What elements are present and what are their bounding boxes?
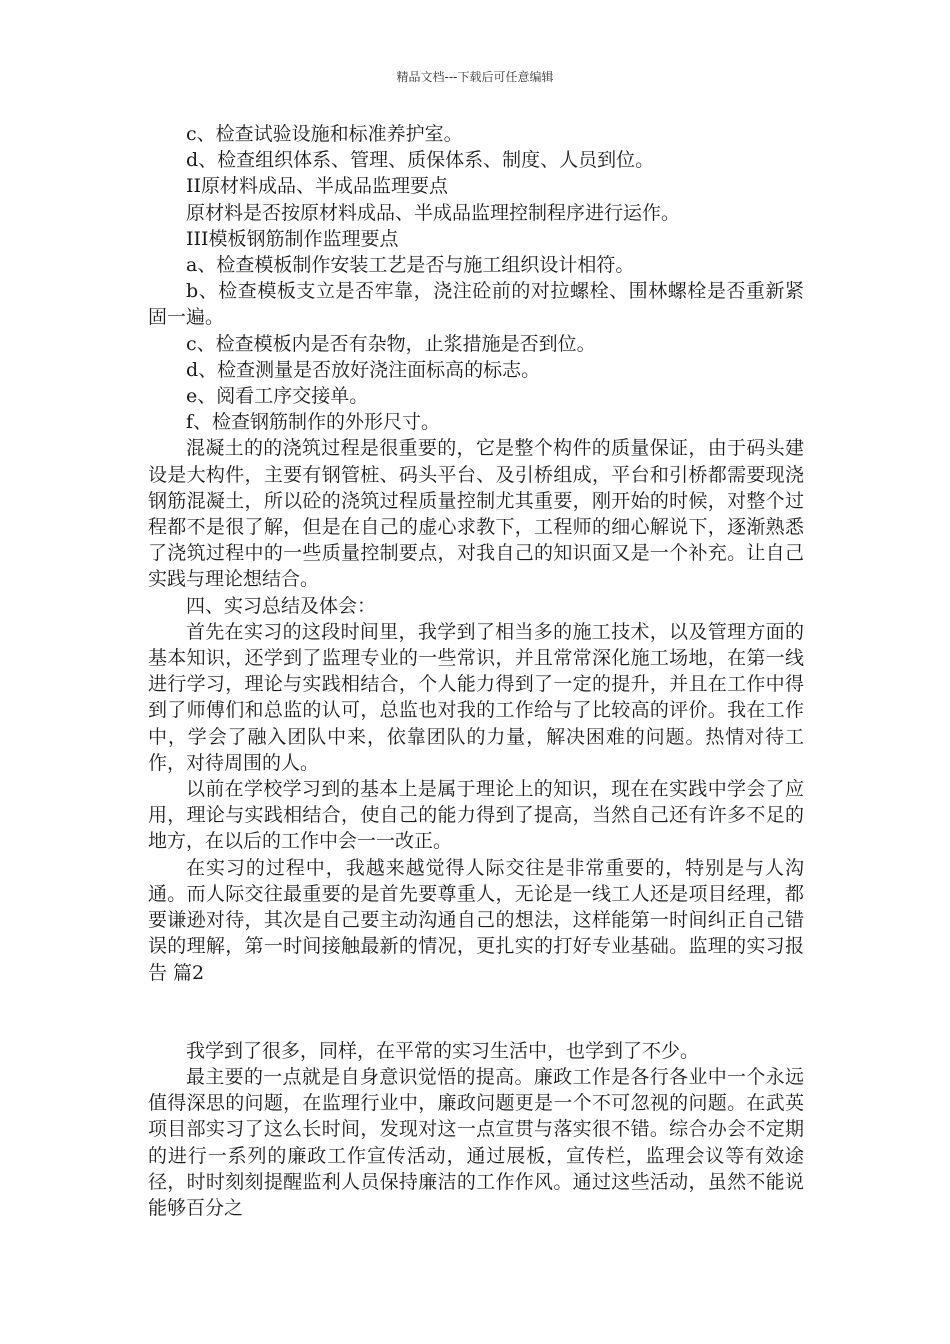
paragraph: 最主要的一点就是自身意识觉悟的提高。廉政工作是各行各业中一个永远值得深思的问题，在监理行业中，廉政问题更是一个不可忽视的问题。在武英项目部实习了这么长时间，发现对这一点宣贯与落实很不错。综合办会不定期的进行一系列的廉政工作宣传活动，通过展板，宣传栏，监理会议等有效途径，时时刻刻提醒监利人员保持廉洁的工作作风。通过这些活动，虽然不能说能够百分之 — [148, 1065, 804, 1219]
paragraph: c、检查试验设施和标准养护室。 — [186, 123, 463, 145]
section-heading: 四、实习总结及体会： — [186, 594, 377, 617]
paragraph: c、检查模板内是否有杂物，止浆措施是否到位。 — [186, 332, 596, 355]
paragraph: f、检查钢筋制作的外形尺寸。 — [186, 411, 441, 434]
paragraph: II原材料成品、半成品监理要点 — [186, 175, 449, 198]
section-gap — [148, 986, 804, 1038]
paragraph: 我学到了很多，同样，在平常的实习生活中，也学到了不少。 — [186, 1039, 700, 1062]
document-body — [148, 121, 804, 1221]
paragraph: 混凝土的的浇筑过程是很重要的，它是整个构件的质量保证，由于码头建设是大构件，主要有钢管桩、码头平台、及引桥组成，平台和引桥都需要现浇钢筋混凝土，所以砼的浇筑过程质量控制尤其重要，刚开始的时候，对整个过程都不是很了解，但是在自己的虚心求教下，工程师的细心解说下，逐渐熟悉了浇筑过程中的一些质量控制要点，对我自己的知识面又是一个补充。让自己实践与理论想结合。 — [148, 437, 804, 591]
paragraph: 原材料是否按原材料成品、半成品监理控制程序进行运作。 — [186, 201, 681, 224]
paragraph: d、检查测量是否放好浇注面标高的标志。 — [186, 358, 541, 381]
paragraph: b、检查模板支立是否牢靠，浇注砼前的对拉螺栓、围林螺栓是否重新紧固一遍。 — [148, 280, 804, 329]
paragraph: d、检查组织体系、管理、质保体系、制度、人员到位。 — [186, 149, 655, 172]
paragraph: III模板钢筋制作监理要点 — [186, 227, 399, 250]
paragraph: a、检查模板制作安装工艺是否与施工组织设计相符。 — [186, 254, 635, 277]
paragraph: 首先在实习的这段时间里，我学到了相当多的施工技术，以及管理方面的基本知识，还学到了监理专业的一些常识，并且常常深化施工场地，在第一线进行学习，理论与实践相结合，个人能力得到了一定的提升，并且在工作中得到了师傅们和总监的认可，总监也对我的工作给与了比较高的评价。我在工作中，学会了融入团队中来，依靠团队的力量，解决困难的问题。热情对待工作，对待周围的人。 — [148, 620, 804, 774]
page-header: 精品文档---下载后可任意编辑 — [396, 70, 554, 84]
paragraph: 在实习的过程中，我越来越觉得人际交往是非常重要的，特别是与人沟通。而人际交往最重要的是首先要尊重人，无论是一线工人还是项目经理，都要谦逊对待，其次是自己要主动沟通自己的想法，这样能第一时间纠正自己错误的理解，第一时间接触最新的情况，更扎实的打好专业基础。监理的实习报告 篇2 — [148, 856, 804, 984]
paragraph: e、阅看工序交接单。 — [186, 385, 369, 408]
paragraph: 以前在学校学习到的基本上是属于理论上的知识，现在在实践中学会了应用，理论与实践相结合，使自己的能力得到了提高，当然自己还有许多不足的地方，在以后的工作中会一一改正。 — [148, 778, 804, 853]
